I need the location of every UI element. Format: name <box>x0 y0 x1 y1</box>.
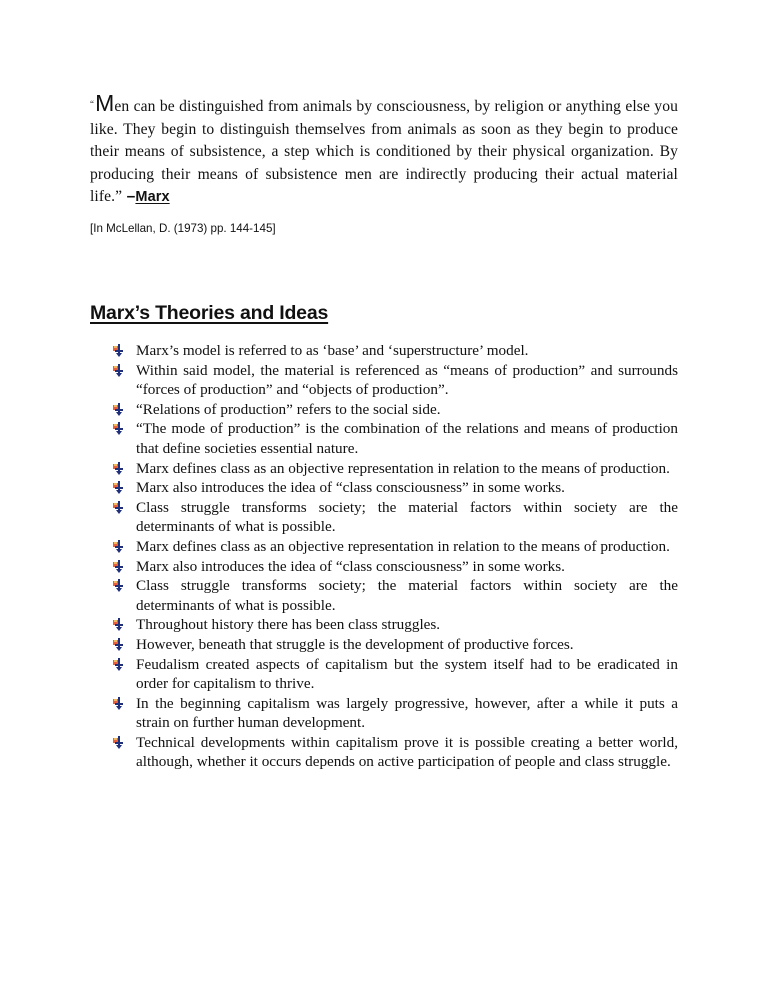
list-item-text: Marx defines class as an objective representation in relation to the means of production. <box>136 537 670 555</box>
list-item-text: Class struggle transforms society; the material factors within society are the determinants of what is possible. <box>136 577 678 614</box>
list-item <box>113 498 678 537</box>
quote-initial-letter: M <box>95 90 115 116</box>
list-item-text: Class struggle transforms society; the material factors within society are the determinants of what is possible. <box>136 498 678 536</box>
pushpin-down-arrow-icon <box>113 560 125 573</box>
pushpin-down-arrow-icon <box>113 403 125 416</box>
quote-attribution: Marx <box>135 189 170 205</box>
list-item-text: Technical developments within capitalism prove it is possible creating a better world, although, whether it occurs depends on active participation of people and class struggle. <box>136 733 678 771</box>
list-item <box>113 341 678 361</box>
quote-body: en can be distinguished from animals by consciousness, by religion or anything else you like. They begin to distinguish themselves from animals as soon as they begin to produce their means of subsistence, a step which is conditioned by their physical organization. By producing their means of subsistence men are indirectly producing their actual material life.” <box>90 98 678 205</box>
list-item <box>113 694 678 733</box>
list-item <box>113 557 678 577</box>
pushpin-down-arrow-icon <box>113 540 125 553</box>
list-item-text: Within said model, the material is referenced as “means of production” and surrounds “forces of production” and “objects of production”. <box>136 361 678 399</box>
pushpin-down-arrow-icon <box>113 481 125 494</box>
pushpin-down-arrow-icon <box>113 697 125 710</box>
list-item <box>113 576 678 615</box>
list-item <box>113 478 678 498</box>
pushpin-down-arrow-icon <box>113 344 125 357</box>
list-item <box>113 733 678 772</box>
section-heading: Marx’s Theories and Ideas <box>90 302 329 324</box>
list-item-text: Throughout history there has been class struggles. <box>136 616 441 634</box>
list-item-text: Marx also introduces the idea of “class consciousness” in some works. <box>136 479 565 497</box>
pushpin-down-arrow-icon <box>113 638 125 651</box>
list-item-text: Marx defines class as an objective representation in relation to the means of production. <box>136 459 670 477</box>
pushpin-down-arrow-icon <box>113 364 125 377</box>
list-item-text: In the beginning capitalism was largely progressive, however, after a while it puts a strain on further human development. <box>136 694 678 732</box>
list-item-text: “The mode of production” is the combination of the relations and means of production that define societies essential nature. <box>136 420 678 457</box>
theories-list <box>113 341 678 772</box>
list-item <box>113 400 678 420</box>
open-quote-mark: “ <box>90 99 95 109</box>
list-item-text: “Relations of production” refers to the social side. <box>136 400 441 418</box>
list-item-text: Feudalism created aspects of capitalism but the system itself had to be eradicated in order for capitalism to thrive. <box>136 655 678 693</box>
marx-quote <box>90 90 678 209</box>
list-item-text: However, beneath that struggle is the development of productive forces. <box>136 635 574 653</box>
list-item-text: Marx’s model is referred to as ‘base’ and ‘superstructure’ model. <box>136 342 529 359</box>
pushpin-down-arrow-icon <box>113 422 125 435</box>
pushpin-down-arrow-icon <box>113 579 125 592</box>
list-item <box>113 419 678 458</box>
list-item-text: Marx also introduces the idea of “class consciousness” in some works. <box>136 557 565 575</box>
attribution-dash: – <box>122 188 136 205</box>
pushpin-down-arrow-icon <box>113 501 125 514</box>
pushpin-down-arrow-icon <box>113 736 125 749</box>
list-item <box>113 615 678 635</box>
list-item <box>113 361 678 400</box>
list-item <box>113 635 678 655</box>
pushpin-down-arrow-icon <box>113 658 125 671</box>
list-item <box>113 459 678 479</box>
list-item <box>113 537 678 557</box>
list-item <box>113 655 678 694</box>
pushpin-down-arrow-icon <box>113 618 125 631</box>
pushpin-down-arrow-icon <box>113 462 125 475</box>
citation: [In McLellan, D. (1973) pp. 144-145] <box>90 222 276 235</box>
